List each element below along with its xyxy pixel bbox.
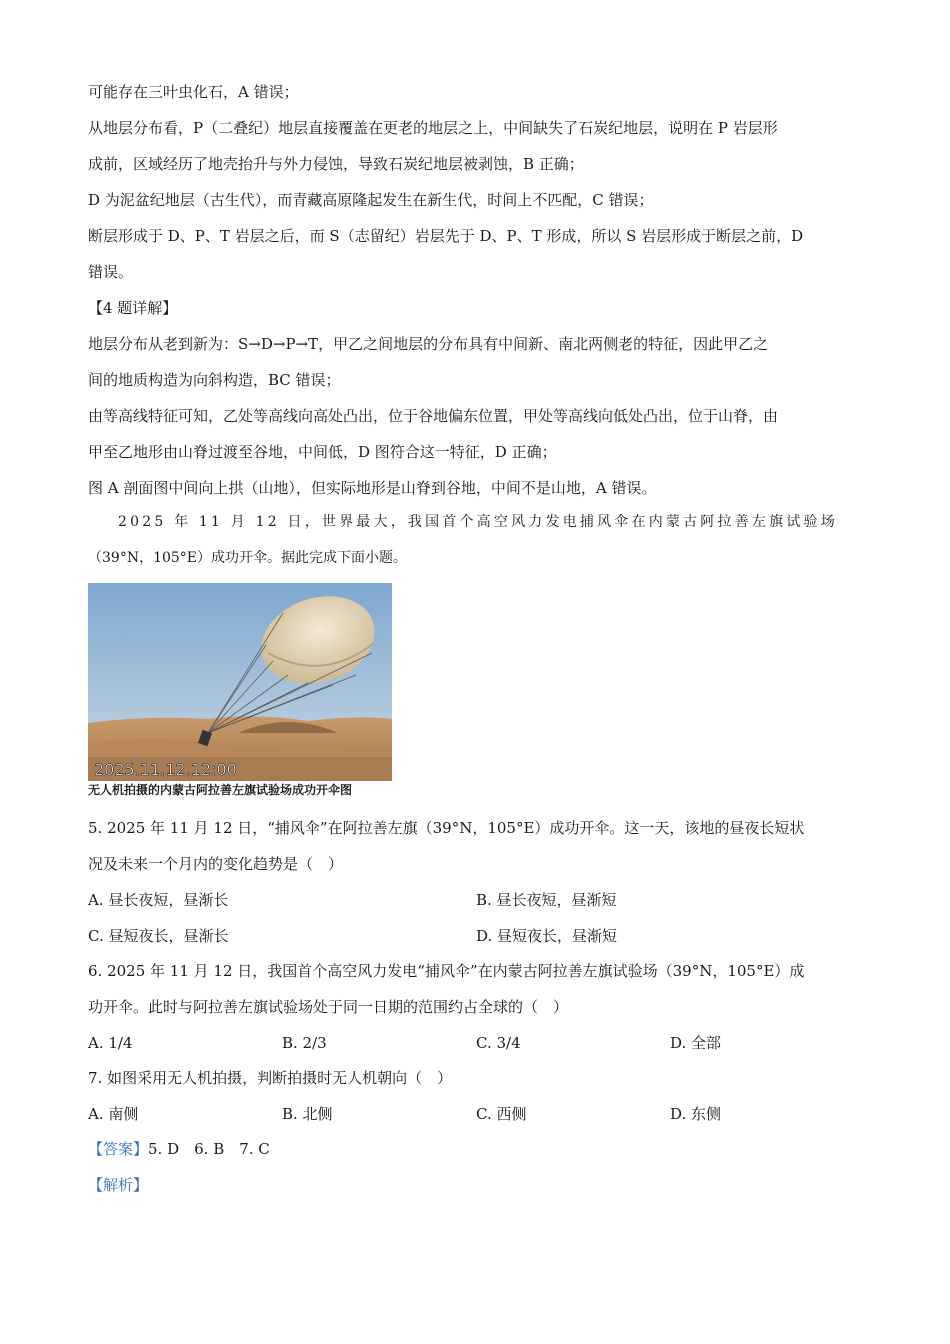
explanation-line: 从地层分布看，P（二叠纪）地层直接覆盖在更老的地层之上，中间缺失了石炭纪地层，说明在 P 岩层形: [88, 119, 778, 137]
intro-line: （39°N，105°E）成功开伞。据此完成下面小题。: [88, 550, 408, 566]
q7-stem-line: 7. 如图采用无人机拍摄，判断拍摄时无人机朝向（ ）: [88, 1069, 453, 1087]
explanation-line: 成前，区域经历了地壳抬升与外力侵蚀，导致石炭纪地层被剥蚀，B 正确；: [88, 155, 584, 173]
explanation-line: 断层形成于 D、P、T 岩层之后，而 S（志留纪）岩层先于 D、P、T 形成，所以 S 岩层形成于断层之前，D: [88, 227, 804, 245]
photo-caption: 无人机拍摄的内蒙古阿拉善左旗试验场成功开伞图: [88, 783, 353, 797]
explanation-line: 可能存在三叶虫化石，A 错误；: [88, 83, 299, 101]
explanation-line: D 为泥盆纪地层（古生代），而青藏高原隆起发生在新生代，时间上不匹配，C 错误；: [88, 191, 654, 209]
intro-line: 2025 年 11 月 12 日，世界最大，我国首个高空风力发电捕风伞在内蒙古阿拉善左旗试验场: [118, 514, 838, 530]
answer-label: 【答案】: [88, 1140, 149, 1158]
q4-line: 间的地质构造为向斜构造，BC 错误；: [88, 371, 341, 389]
q4-line: 由等高线特征可知，乙处等高线向高处凸出，位于谷地偏东位置，甲处等高线向低处凸出，位于山脊，由: [88, 407, 779, 425]
q4-line: 甲至乙地形由山脊过渡至谷地，中间低，D 图符合这一特征，D 正确；: [88, 443, 557, 461]
q7-option-c[interactable]: C. 西侧: [476, 1105, 527, 1123]
q4-line: 地层分布从老到新为：S→D→P→T，甲乙之间地层的分布具有中间新、南北两侧老的特征，因此甲乙之: [88, 335, 769, 353]
analysis-label: 【解析】: [88, 1176, 149, 1194]
q7-option-a[interactable]: A. 南侧: [88, 1105, 139, 1123]
q5-stem-line: 况及未来一个月内的变化趋势是（ ）: [88, 855, 344, 873]
q5-option-c[interactable]: C. 昼短夜长，昼渐长: [88, 927, 229, 945]
answer-line: [88, 1139, 868, 1159]
q6-stem-line: 6. 2025 年 11 月 12 日，我国首个高空风力发电“捕风伞”在内蒙古阿拉善左旗试验场（39°N，105°E）成: [88, 962, 805, 980]
explanation-line: 错误。: [88, 263, 134, 281]
q6-stem-line: 功开伞。此时与阿拉善左旗试验场处于同一日期的范围约占全球的（ ）: [88, 998, 569, 1016]
q4-line: 图 A 剖面图中间向上拱（山地），但实际地形是山脊到谷地，中间不是山地，A 错误。: [88, 479, 657, 497]
answer-text: 5. D 6. B 7. C: [148, 1140, 270, 1158]
parachute-photo: [88, 583, 392, 781]
q5-option-d[interactable]: D. 昼短夜长，昼渐短: [476, 927, 618, 945]
q5-option-a[interactable]: A. 昼长夜短，昼渐长: [88, 891, 229, 909]
q6-option-b[interactable]: B. 2/3: [282, 1034, 327, 1052]
q6-option-a[interactable]: A. 1/4: [88, 1034, 133, 1052]
q6-option-d[interactable]: D. 全部: [670, 1034, 722, 1052]
q5-option-b[interactable]: B. 昼长夜短，昼渐短: [476, 891, 617, 909]
q6-option-c[interactable]: C. 3/4: [476, 1034, 521, 1052]
q7-option-b[interactable]: B. 北侧: [282, 1105, 333, 1123]
q7-option-d[interactable]: D. 东侧: [670, 1105, 722, 1123]
photo-timestamp: 2025.11.12.12:00: [94, 760, 237, 779]
q5-stem-line: 5. 2025 年 11 月 12 日，“捕风伞”在阿拉善左旗（39°N，105°E）成功开伞。这一天，该地的昼夜长短状: [88, 819, 805, 837]
q4-heading: 【4 题详解】: [88, 299, 178, 317]
